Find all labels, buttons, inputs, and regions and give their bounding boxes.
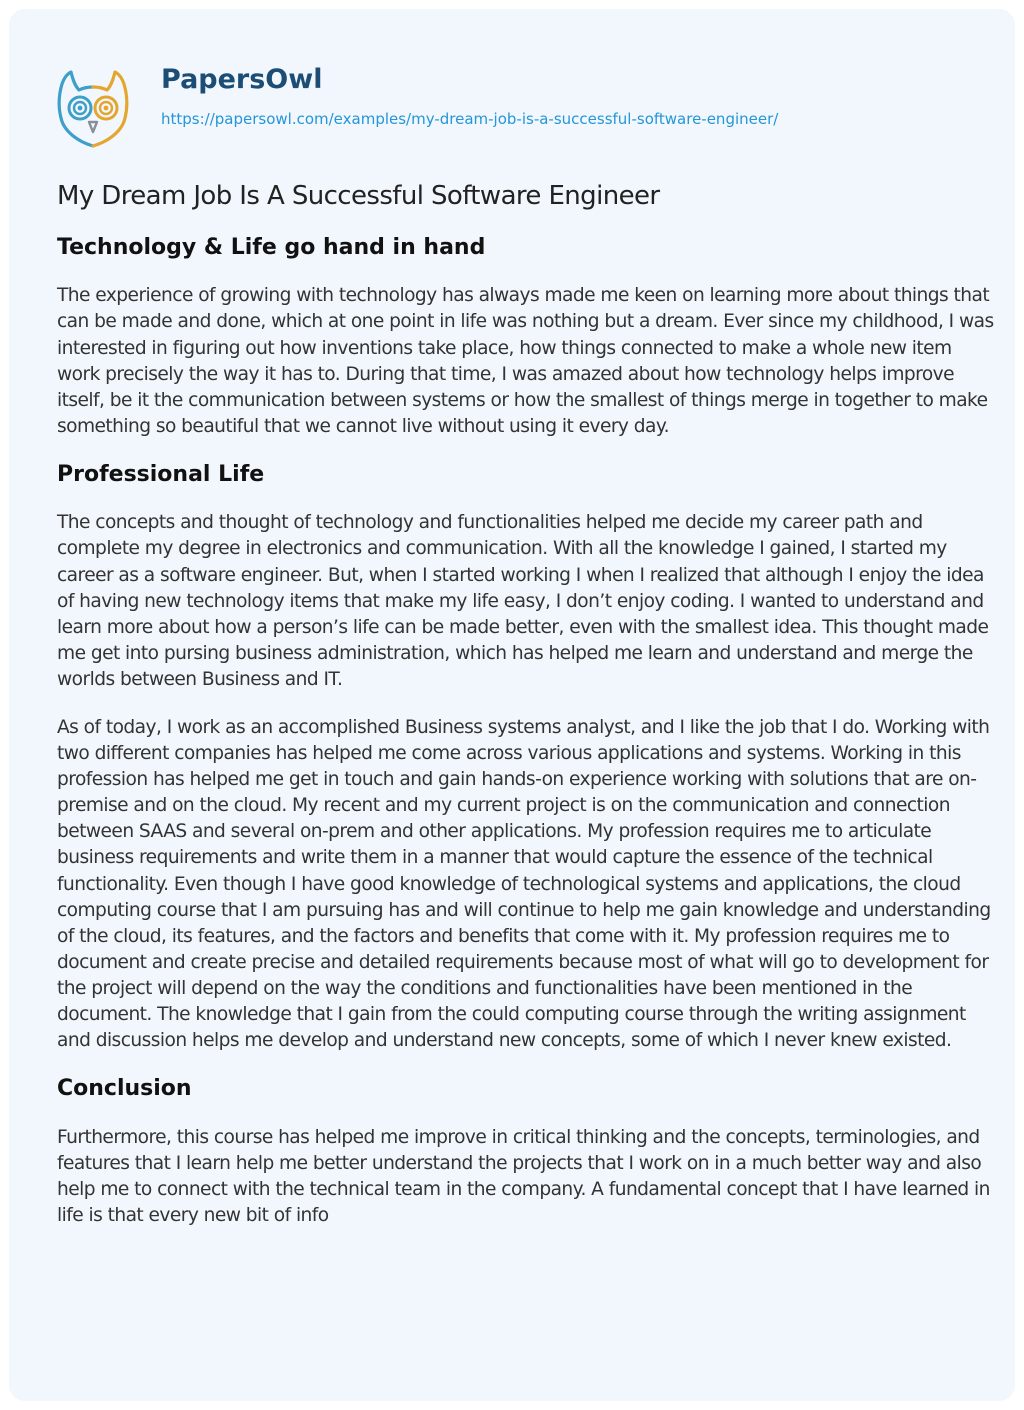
paragraph: The experience of growing with technology has always made me keen on learning more about things that can be made and done, which at one point in life was nothing but a dream. Ever since my childhood, I was interested in figuring out how inventions take place, how things connected to make a whole new item work precisely the way it has to. During that time, I was amazed about how technology helps improve itself, be it the communication between systems or how the smallest of things merge in together to make something so beautiful that we cannot live without using it every day. bbox=[57, 285, 994, 437]
brand-name: PapersOwl bbox=[161, 64, 323, 95]
document-card bbox=[9, 9, 1015, 1401]
section-heading: Conclusion bbox=[57, 1076, 192, 1102]
source-url-link[interactable]: https://papersowl.com/examples/my-dream-job-is-a-successful-software-engineer/ bbox=[161, 110, 779, 128]
section-professional-life bbox=[57, 462, 997, 1054]
section-heading: Professional Life bbox=[57, 461, 265, 487]
owl-icon bbox=[49, 66, 137, 150]
section-conclusion bbox=[57, 1076, 997, 1229]
paragraph: Furthermore, this course has helped me improve in critical thinking and the concepts, terminologies, and features that I learn help me better understand the projects that I work on in a much better way and also help me to connect with the technical team in the company. A fundamental concept that I have learned in life is that every new bit of info bbox=[57, 1126, 990, 1226]
page-title: My Dream Job Is A Successful Software Engineer bbox=[57, 181, 660, 211]
paragraph: As of today, I work as an accomplished Business systems analyst, and I like the job that I do. Working with two different companies has helped me come across various applications and systems. Working in this profession has helped me get in touch and gain hands-on experience working with solutions that are on-premise and on the cloud. My recent and my current project is on the communication and connection between SAAS and several on-prem and other applications. My profession requires me to articulate business requirements and write them in a manner that would capture the essence of the technical functionality. Even though I have good knowledge of technological systems and applications, the cloud computing course that I am pursuing has and will continue to help me gain knowledge and understanding of the cloud, its features, and the factors and benefits that come with it. My profession requires me to document and create precise and detailed requirements because most of what will go to development for the project will depend on the way the conditions and functionalities have been mentioned in the document. The knowledge that I gain from the could computing course through the writing assignment and discussion helps me develop and understand new concepts, some of which I never knew existed. bbox=[57, 717, 991, 1052]
essay-body bbox=[57, 235, 997, 1251]
site-header bbox=[49, 66, 1009, 146]
section-heading: Technology & Life go hand in hand bbox=[57, 235, 486, 260]
paragraph: The concepts and thought of technology and functionalities helped me decide my career path and complete my degree in electronics and communication. With all the knowledge I gained, I started my career as a software engineer. But, when I started working I when I realized that although I enjoy the idea of having new technology items that make my life easy, I don’t enjoy coding. I wanted to understand and learn more about how a person’s life can be made better, even with the smallest idea. This thought made me get into pursing business administration, which has helped me learn and understand and merge the worlds between Business and IT. bbox=[57, 512, 989, 690]
section-technology-life bbox=[57, 235, 997, 440]
